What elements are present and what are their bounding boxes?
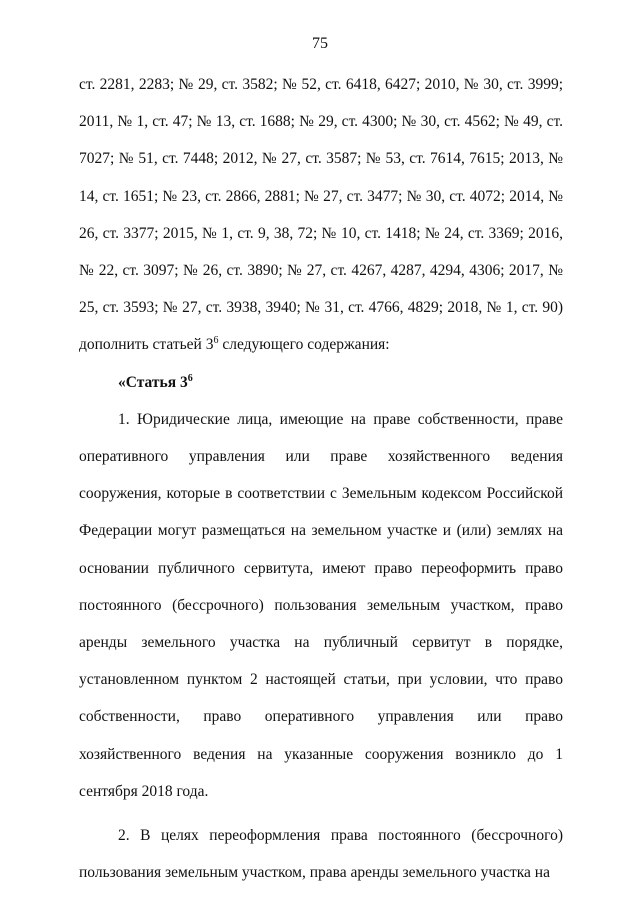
intro-superscript: 6: [213, 335, 219, 347]
article-heading-text: «Статья 3: [118, 373, 188, 391]
intro-paragraph: [79, 66, 563, 364]
page-number: 75: [312, 35, 328, 52]
article-heading: [79, 364, 563, 401]
article-heading-superscript: 6: [187, 372, 193, 384]
article-paragraph-1: 1. Юридические лица, имеющие на праве собственности, праве оперативного управления или праве хозяйственного ведения сооружения, которые в соответствии с Земельным кодексом Российской Федерации могут размещаться на земельном участке и (или) землях на основании публичного сервитута, имеют право переоформить право постоянного (бессрочного) пользования земельным участком, право аренды земельного участка на публичный сервитут в порядке, установленном пунктом 2 настоящей статьи, при условии, что право собственности, право оперативного управления или право хозяйственного ведения на указанные сооружения возникло до 1 сентября 2018 года.: [79, 410, 563, 800]
intro-tail: следующего содержания:: [218, 336, 390, 354]
article-paragraph-2: 2. В целях переоформления права постоянного (бессрочного) пользования земельным участком, права аренды земельного участка на: [79, 827, 563, 882]
intro-text: ст. 2281, 2283; № 29, ст. 3582; № 52, ст. 6418, 6427; 2010, № 30, ст. 3999; 2011, № 1, ст. 47; № 13, ст. 1688; № 29, ст. 4300; № 30, ст. 4562; № 49, ст. 7027; № 51, ст. 7448; 2012, № 27, ст. 3587; № 53, ст. 7614, 7615; 2013, № 14, ст. 1651; № 23, ст. 2866, 2881; № 27, ст. 3477; № 30, ст. 4072; 2014, № 26, ст. 3377; 2015, № 1, ст. 9, 38, 72; № 10, ст. 1418; № 24, ст. 3369; 2016, № 22, ст. 3097; № 26, ст. 3890; № 27, ст. 4267, 4287, 4294, 4306; 2017, № 25, ст. 3593; № 27, ст. 3938, 3940; № 31, ст. 4766, 4829; 2018, № 1, ст. 90) дополнить статьей 3: [79, 76, 563, 354]
document-body: [79, 66, 563, 891]
